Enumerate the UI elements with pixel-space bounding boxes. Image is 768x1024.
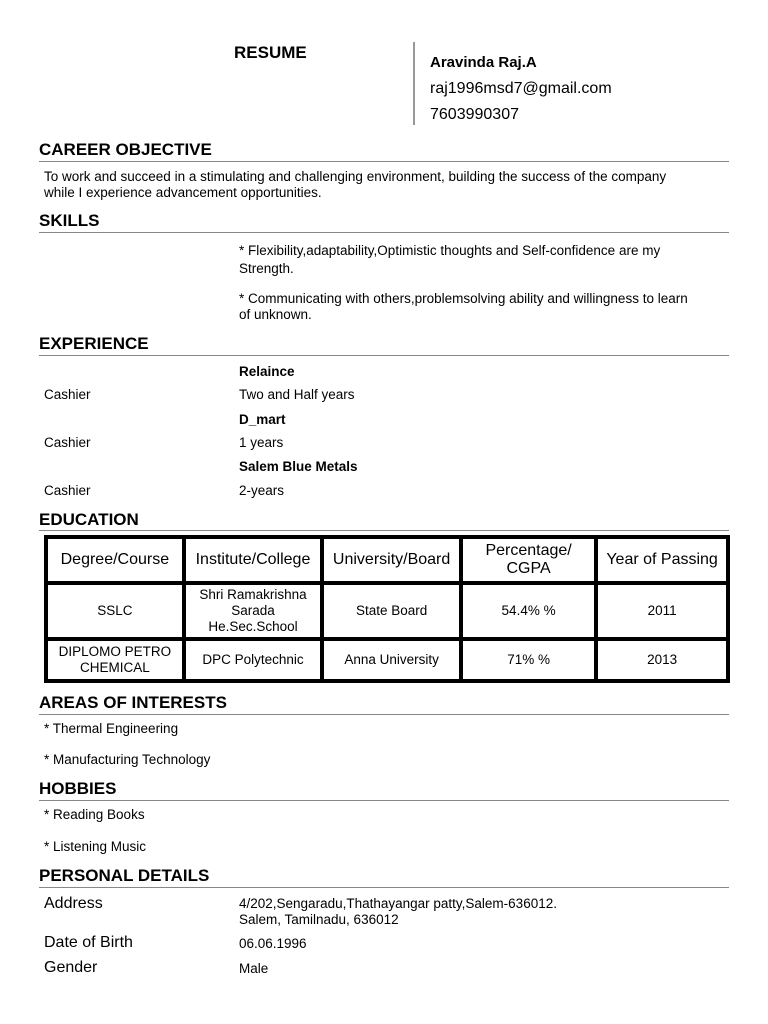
hobby-item: * Reading Books — [44, 807, 145, 822]
gender-label: Gender — [44, 959, 98, 976]
percentage-cell: 71% % — [461, 639, 596, 681]
column-header: Year of Passing — [596, 537, 728, 583]
education-heading: EDUCATION — [39, 510, 139, 529]
interest-item: * Manufacturing Technology — [44, 752, 211, 767]
dob-value: 06.06.1996 — [239, 936, 307, 951]
section-rule — [39, 232, 729, 233]
personal-details-heading: PERSONAL DETAILS — [39, 866, 210, 885]
career-objective-heading: CAREER OBJECTIVE — [39, 140, 212, 159]
address-value: 4/202,Sengaradu,Thathayangar patty,Salem-636012. Salem, Tamilnadu, 636012 — [239, 896, 557, 927]
section-rule — [39, 161, 729, 162]
section-rule — [39, 887, 729, 888]
job-role: Cashier — [44, 387, 91, 402]
institute-cell: DPC Polytechnic — [184, 639, 322, 681]
skills-heading: SKILLS — [39, 211, 100, 230]
year-cell: 2013 — [596, 639, 728, 681]
year-cell: 2011 — [596, 583, 728, 639]
address-label: Address — [44, 895, 103, 912]
header-divider — [413, 42, 415, 125]
job-role: Cashier — [44, 483, 91, 498]
job-duration: Two and Half years — [239, 387, 355, 402]
percentage-cell: 54.4% % — [461, 583, 596, 639]
job-duration: 2-years — [239, 483, 285, 498]
column-header: University/Board — [322, 537, 461, 583]
institute-cell: Shri Ramakrishna Sarada He.Sec.School — [184, 583, 322, 639]
job-role: Cashier — [44, 435, 91, 450]
column-header: Percentage/ CGPA — [461, 537, 596, 583]
board-cell: Anna University — [322, 639, 461, 681]
resume-title: RESUME — [234, 43, 307, 62]
column-header: Degree/Course — [46, 537, 184, 583]
education-table — [44, 535, 730, 683]
email: raj1996msd7@gmail.com — [430, 80, 612, 97]
board-cell: State Board — [322, 583, 461, 639]
skill-item: * Flexibility,adaptability,Optimistic thoughts and Self-confidence are my Strength. — [239, 243, 661, 276]
section-rule — [39, 355, 729, 356]
candidate-name: Aravinda Raj.A — [430, 54, 537, 71]
job-duration: 1 years — [239, 435, 284, 450]
section-rule — [39, 530, 729, 531]
contact-block — [430, 50, 612, 128]
degree-cell: SSLC — [46, 583, 184, 639]
company-name: D_mart — [239, 412, 286, 427]
table-row — [46, 583, 728, 639]
table-header-row — [46, 537, 728, 583]
hobbies-heading: HOBBIES — [39, 779, 117, 798]
section-rule — [39, 800, 729, 801]
experience-heading: EXPERIENCE — [39, 334, 149, 353]
hobby-item: * Listening Music — [44, 839, 147, 854]
phone: 7603990307 — [430, 106, 519, 123]
company-name: Salem Blue Metals — [239, 459, 358, 474]
interest-item: * Thermal Engineering — [44, 721, 179, 736]
company-name: Relaince — [239, 364, 295, 379]
career-objective-text: To work and succeed in a stimulating and challenging environment, building the success of the company while I experience advancement opportunities. — [44, 169, 667, 200]
section-rule — [39, 714, 729, 715]
gender-value: Male — [239, 961, 269, 976]
interests-heading: AREAS OF INTERESTS — [39, 693, 227, 712]
skill-item: * Communicating with others,problemsolving ability and willingness to learn of unknown. — [239, 291, 688, 322]
table-row — [46, 639, 728, 681]
column-header: Institute/College — [184, 537, 322, 583]
dob-label: Date of Birth — [44, 934, 133, 951]
degree-cell: DIPLOMO PETRO CHEMICAL — [46, 639, 184, 681]
